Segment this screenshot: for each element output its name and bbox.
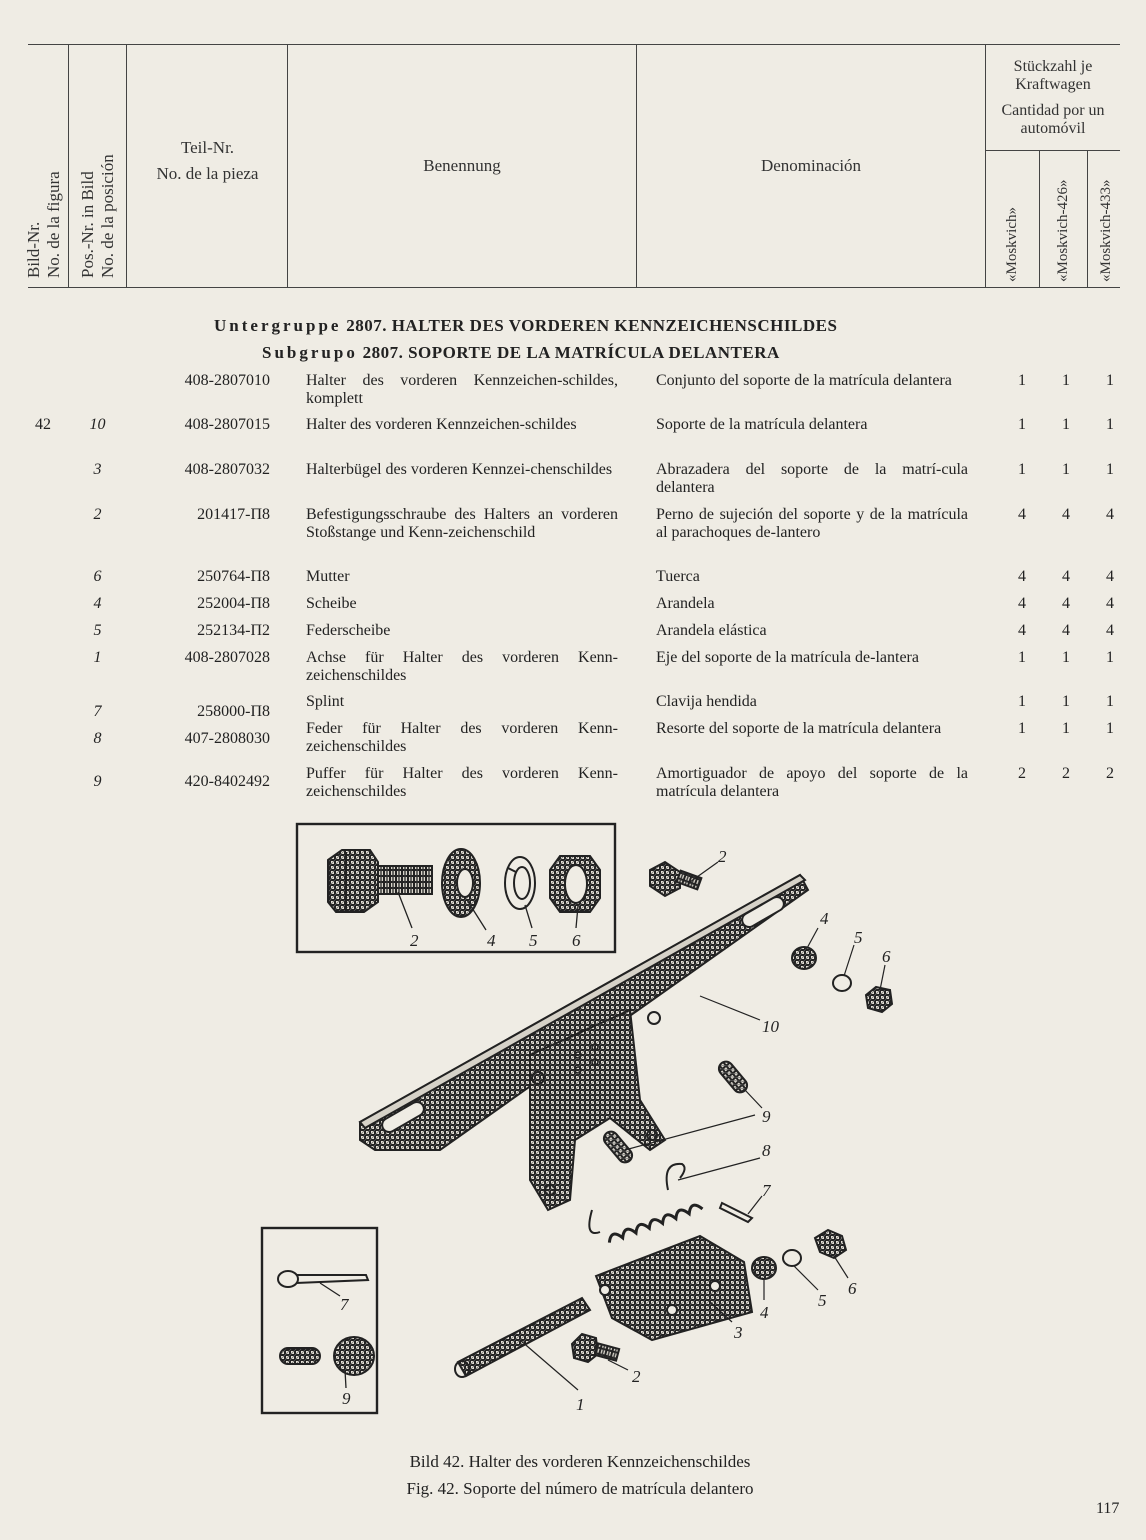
col-qty-label: Stückzahl je Kraftwagen Cantidad por un automóvil (1001, 58, 1105, 137)
spring-washer-icon (783, 1250, 801, 1266)
nut-icon (815, 1230, 846, 1258)
svg-text:2: 2 (410, 931, 419, 950)
washer-icon (442, 849, 480, 917)
col-part-label: Teil-Nr. No. de la pieza (156, 138, 259, 183)
svg-text:2: 2 (632, 1367, 641, 1386)
svg-text:2: 2 (718, 847, 727, 866)
svg-text:3: 3 (734, 1323, 743, 1342)
inset-hardware (297, 824, 615, 952)
svg-text:4: 4 (487, 931, 496, 950)
nut-icon (866, 987, 892, 1012)
svg-text:9: 9 (762, 1107, 771, 1126)
svg-text:1: 1 (576, 1395, 585, 1414)
subgroup-title-es: Subgrupo 2807. SOPORTE DE LA MATRÍCULA DELANTERA (262, 343, 780, 362)
model-moskvich-433: «Moskvich-433» (1098, 179, 1114, 282)
washer-icon (792, 947, 816, 969)
svg-text:9: 9 (342, 1389, 351, 1408)
inset-pin-buffer (262, 1228, 377, 1413)
nut-icon (550, 856, 600, 912)
svg-text:5: 5 (854, 928, 863, 947)
svg-text:5: 5 (529, 931, 538, 950)
svg-text:10: 10 (762, 1017, 779, 1036)
svg-text:5: 5 (818, 1291, 827, 1310)
col-fig-label: Bild-Nr. No. de la figura (24, 171, 63, 278)
col-es-label: Denominación (760, 156, 862, 175)
clamp-icon (596, 1236, 752, 1340)
svg-text:7: 7 (762, 1181, 771, 1200)
bracket-icon (360, 875, 808, 1210)
subgroup-title-de: Untergruppe 2807. HALTER DES VORDEREN KENNZEICHENSCHILDES (214, 316, 838, 335)
model-moskvich-426: «Moskvich-426» (1055, 179, 1071, 282)
svg-text:7: 7 (340, 1295, 349, 1314)
washer-icon (752, 1257, 776, 1279)
svg-text:6: 6 (848, 1279, 857, 1298)
figure-caption-es: Fig. 42. Soporte del número de matrícula delantero (406, 1479, 754, 1498)
bolt-icon (572, 1334, 619, 1362)
svg-text:6: 6 (882, 947, 891, 966)
svg-text:6: 6 (572, 931, 581, 950)
figure-caption-de: Bild 42. Halter des vorderen Kennzeichenschildes (409, 1452, 751, 1471)
svg-text:4: 4 (820, 909, 829, 928)
axle-icon (455, 1298, 590, 1377)
spring-washer-icon (833, 975, 851, 991)
cotter-pin-icon (720, 1203, 752, 1222)
page-number: 117 (1096, 1500, 1120, 1517)
col-de-label: Benennung (423, 156, 501, 175)
svg-text:8: 8 (762, 1141, 771, 1160)
bolt-icon (328, 850, 432, 912)
buffer-icon (280, 1337, 374, 1375)
model-moskvich: «Moskvich» (1004, 207, 1020, 282)
svg-text:4: 4 (760, 1303, 769, 1322)
spring-washer-icon (505, 857, 535, 909)
col-pos-label: Pos.-Nr. in Bild No. de la posición (78, 154, 117, 278)
